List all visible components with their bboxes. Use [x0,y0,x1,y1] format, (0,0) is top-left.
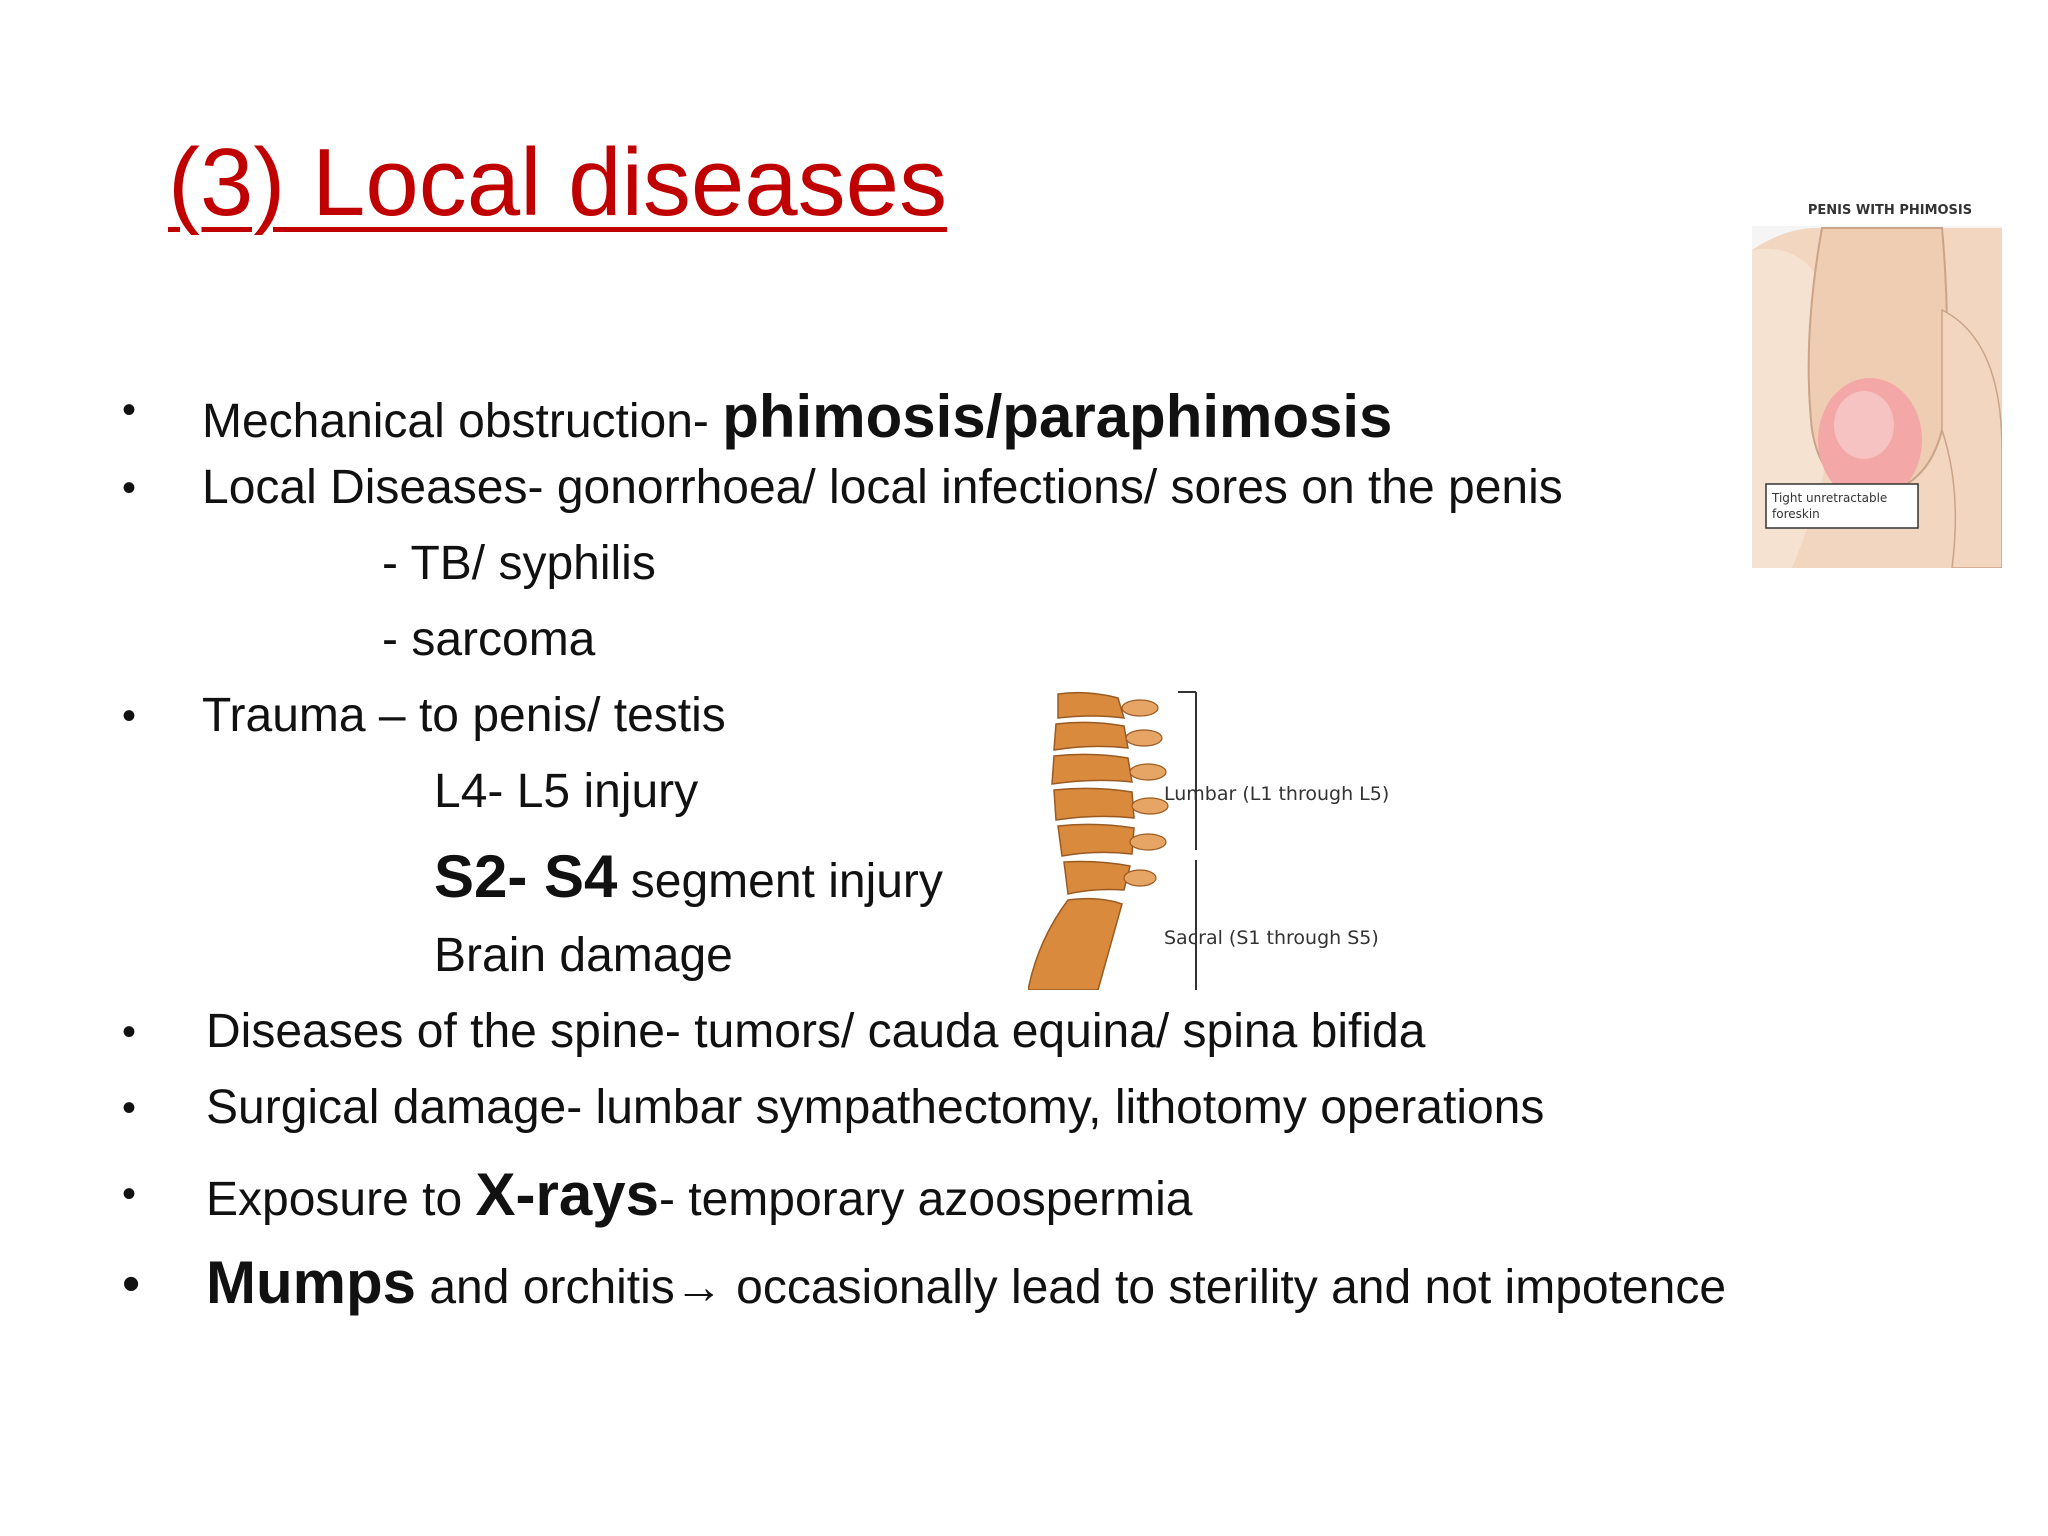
list-item-trauma: Trauma – to penis/ testis [202,689,726,742]
phimosis-callout-line1: Tight unretractable [1772,491,1888,505]
item-text: Exposure to [206,1173,476,1226]
list-subitem-tb-syphilis: - TB/ syphilis [382,537,656,590]
label-lumbar: Lumbar (L1 through L5) [1164,783,1390,805]
list-item-mumps [206,1248,1726,1317]
spine-illustration [1028,690,1436,990]
bullet-dot: • [122,1086,137,1130]
list-subitem-s2-s4 [434,842,943,911]
item-text: segment injury [617,855,943,908]
item-bold-text: X-rays [475,1161,659,1228]
list-item-spine-diseases: Diseases of the spine- tumors/ cauda equina/ spina bifida [206,1005,1426,1058]
item-text: - temporary azoospermia [658,1173,1193,1226]
item-bold-text: Mumps [206,1249,416,1316]
item-bold-text: phimosis/paraphimosis [722,383,1393,450]
phimosis-title: PENIS WITH PHIMOSIS [1807,203,1973,218]
slide-title: (3) Local diseases [168,129,948,236]
list-item-mechanical-obstruction [202,382,1392,451]
item-text: occasionally lead to sterility and not impotence [722,1261,1727,1314]
bullet-dot: • [122,466,137,510]
list-subitem-sarcoma: - sarcoma [382,613,596,666]
list-item-xrays [206,1160,1192,1229]
list-subitem-brain-damage: Brain damage [434,929,733,982]
phimosis-illustration [1752,190,2002,568]
bullet-dot: • [122,1010,137,1054]
phimosis-callout-line2: foreskin [1772,507,1820,521]
label-sacral: Sacral (S1 through S5) [1164,927,1379,949]
phimosis-drawing [1752,190,2002,568]
list-item-surgical-damage: Surgical damage- lumbar sympathectomy, lithotomy operations [206,1081,1545,1134]
spine-drawing [1028,690,1436,990]
item-text: Mechanical obstruction- [202,395,723,448]
bullet-dot: • [122,388,137,432]
bullet-dot: • [122,1172,137,1216]
item-bold-text: S2- S4 [434,843,618,910]
bullet-dot: • [122,694,137,738]
item-text: and orchitis [416,1261,675,1314]
bullet-dot: • [122,1255,141,1313]
arrow-right-icon: → [674,1261,723,1314]
list-item-local-diseases: Local Diseases- gonorrhoea/ local infections/ sores on the penis [202,461,1563,514]
list-subitem-l4-l5: L4- L5 injury [434,765,699,818]
